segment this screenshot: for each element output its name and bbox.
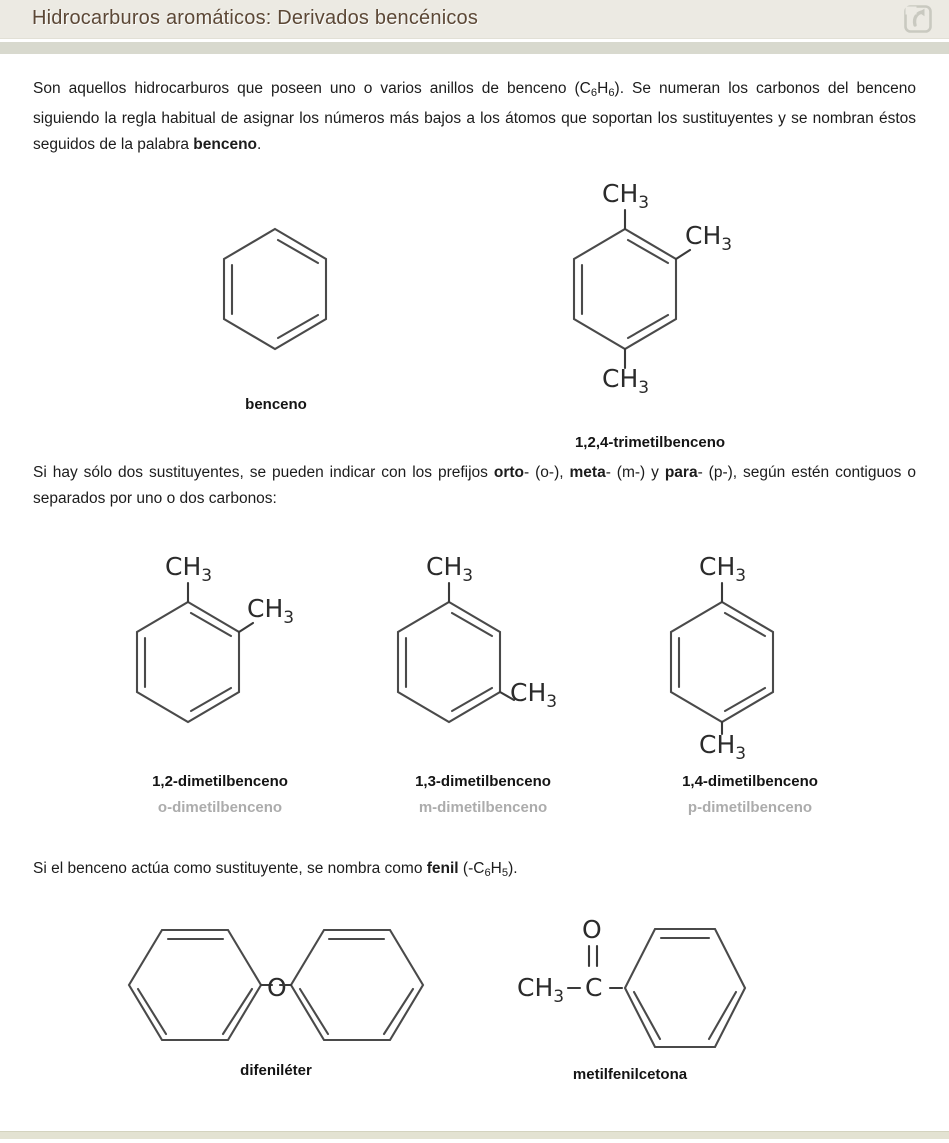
molecule-label-meta: 1,3-dimetilbenceno [415,773,551,790]
intro-text-4: . [257,135,262,153]
fenil-text-2: (-C [458,860,485,877]
intro-text-1: Son aquellos hidrocarburos que poseen uno o varios anillos de benceno (C [33,80,591,97]
fenil-bold-fenil: fenil [426,860,459,877]
meta-structure [368,541,598,771]
molecule-trimetilbenceno [520,172,780,451]
intro-text-3: ). Se numeran los carbonos del benceno siguiendo la regla habitual de asignar los números más bajos a los átomos que soportan los sustituyentes y se nombran éstos seguidos de la palabra [33,80,916,153]
molecule-meta-dimetilbenceno [368,541,598,816]
orto-bold-para: para [664,464,698,481]
difenileter-structure [106,910,446,1060]
molecule-alias-orto: o-dimetilbenceno [157,799,283,816]
ch3-right-label: $CH_3$ [685,221,733,255]
carbonyl-carbon-label: C [585,973,603,1002]
page-title: Hidrocarburos aromáticos: Derivados bencénicos [32,7,479,29]
orto-text-2: - (o-), [524,464,570,481]
page-header [0,0,949,39]
molecule-label-benceno: benceno [245,396,307,413]
orto-text-3: - (m-) y [605,464,665,481]
molecule-label-trimetilbenceno: 1,2,4-trimetilbenceno [574,434,726,451]
header-accent-bar [0,42,949,54]
fenil-sub-2: 5 [501,866,509,879]
ch3-top-label: $CH_3$ [165,552,213,586]
molecule-alias-para: p-dimetilbenceno [687,799,813,816]
paragraph-intro [33,76,916,158]
ch3-bottom-label: $CH_3$ [699,730,747,764]
share-export-button[interactable] [901,3,935,35]
fenil-text-1: Si el benceno actúa como sustituyente, se nombra como [33,860,427,877]
molecule-para-dimetilbenceno [630,541,870,816]
oxygen-label: O [267,973,287,1002]
intro-bold-benceno: benceno [193,135,258,153]
oxygen-label: O [582,915,602,944]
ch3-top-label: $CH_3$ [602,179,650,213]
intro-text-2: H [597,80,609,97]
orto-structure [105,541,335,771]
ch3-bottom-label: $CH_3$ [602,364,650,398]
metilfenilcetona-structure [505,904,755,1064]
molecule-label-para: 1,4-dimetilbenceno [682,773,818,790]
molecule-orto-dimetilbenceno [105,541,335,816]
intro-sub-1: 6 [590,86,598,99]
molecule-label-metilfenilcetona: metilfenilcetona [572,1066,688,1083]
intro-sub-2: 6 [608,86,615,99]
footer-accent-bar [0,1131,949,1139]
orto-text-4: - (p-), según estén contiguos o separados por uno o dos carbonos: [33,464,916,507]
benceno-structure [186,204,366,394]
ch3-top-label: $CH_3$ [699,552,747,586]
para-structure [630,541,870,771]
orto-bold-meta: meta [569,464,606,481]
molecule-benceno [186,204,366,413]
fenil-text-4: ). [508,860,518,877]
molecule-difenileter [106,910,446,1079]
fenil-text-3: H [490,860,502,877]
paragraph-orto-meta-para [33,460,916,512]
molecule-label-orto: 1,2-dimetilbenceno [152,773,288,790]
molecule-alias-meta: m-dimetilbenceno [418,799,548,816]
trimetilbenceno-structure [520,172,780,432]
share-export-icon [901,3,935,35]
ch3-lower-right-label: $CH_3$ [510,678,558,712]
orto-text-1: Si hay sólo dos sustituyentes, se pueden indicar con los prefijos [33,464,494,481]
ch3-right-label: $CH_3$ [247,594,295,628]
ch3-label: $CH_3$ [517,973,565,1007]
ch3-top-label: $CH_3$ [426,552,474,586]
orto-bold-orto: orto [493,464,525,481]
paragraph-fenil [33,856,916,886]
fenil-sub-1: 6 [484,866,491,879]
molecule-label-difenileter: difeniléter [240,1062,312,1079]
molecule-metilfenilcetona [505,904,755,1083]
